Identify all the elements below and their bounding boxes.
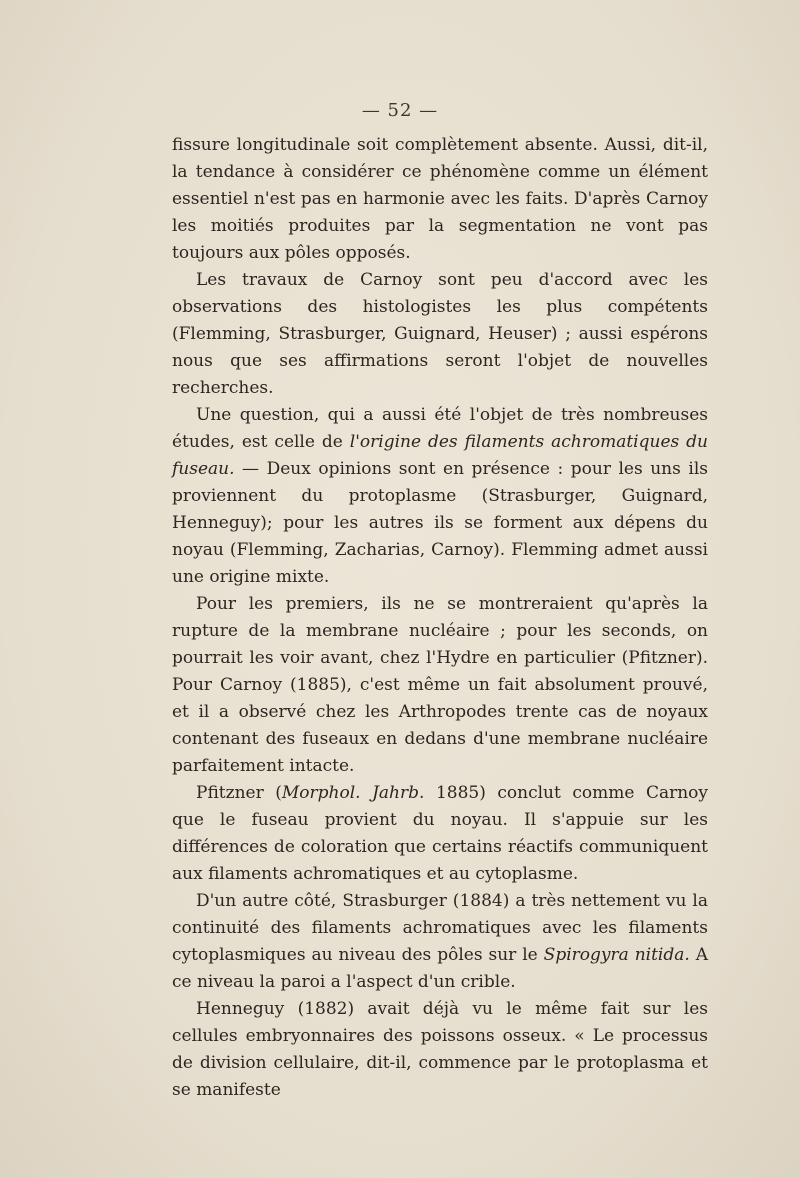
text-run: 1885) conclut comme Carnoy que le fuseau provient du noyau. Il s'appuie sur les différences de coloration que certains réactifs communiquent aux filaments achromatiques et au cytoplasme. xyxy=(172,783,708,884)
page-number: — 52 — xyxy=(361,100,439,121)
paragraph xyxy=(172,888,708,996)
text-run: Henneguy (1882) avait déjà vu le même fait sur les cellules embryonnaires des poissons osseux. « Le processus de division cellulaire, dit-il, commence par le protoplasma et se manifeste xyxy=(172,999,708,1100)
italic-text: Morphol. Jahrb. xyxy=(281,783,425,803)
paragraph xyxy=(172,267,708,402)
text-run: D'un autre côté, Strasburger (1884) a très nettement vu la continuité des filaments achromatiques avec les filaments cytoplasmiques au niveau des pôles sur le xyxy=(172,891,708,965)
text-run: Pour les premiers, ils ne se montreraient qu'après la rupture de la membrane nucléaire ; pour les seconds, on pourrait les voir avant, chez l'Hydre en particulier (Pfitzner). Pour Carnoy (1885), c'est même un fait absolument prouvé, et il a observé chez les Arthropodes trente cas de noyaux contenant des fuseaux en dedans d'une membrane nucléaire parfaitement intacte. xyxy=(172,594,708,776)
body-text xyxy=(172,132,708,1104)
text-run: Pfitzner ( xyxy=(196,783,282,803)
text-run: Les travaux de Carnoy sont peu d'accord avec les observations des histologistes les plus compétents (Flemming, Strasburger, Guignard, Heuser) ; aussi espérons nous que ses affirmations seront l'objet de nouvelles recherches. xyxy=(172,270,708,398)
text-run: Une question, qui a aussi été l'objet de très nombreuses études, est celle de xyxy=(172,405,708,452)
paragraph xyxy=(172,780,708,888)
paragraph xyxy=(172,402,708,591)
text-run: fissure longitudinale soit complètement absente. Aussi, dit-il, la tendance à considérer ce phénomène comme un élément essentiel n'est pas en harmonie avec les faits. D'après Carnoy les moitiés produites par la segmentation ne vont pas toujours aux pôles opposés. xyxy=(172,135,708,263)
italic-text: Spirogyra nitida. xyxy=(543,945,690,965)
text-run: A ce niveau la paroi a l'aspect d'un crible. xyxy=(172,945,709,992)
paragraph xyxy=(172,996,708,1104)
italic-text: l'origine des filaments achromatiques du fuseau. xyxy=(172,432,708,479)
text-run: — Deux opinions sont en présence : pour les uns ils proviennent du protoplasme (Strasburger, Guignard, Henneguy); pour les autres ils se forment aux dépens du noyau (Flemming, Zacharias, Carnoy). Flemming admet aussi une origine mixte. xyxy=(172,459,708,587)
paragraph xyxy=(172,591,708,780)
paragraph xyxy=(172,132,708,267)
